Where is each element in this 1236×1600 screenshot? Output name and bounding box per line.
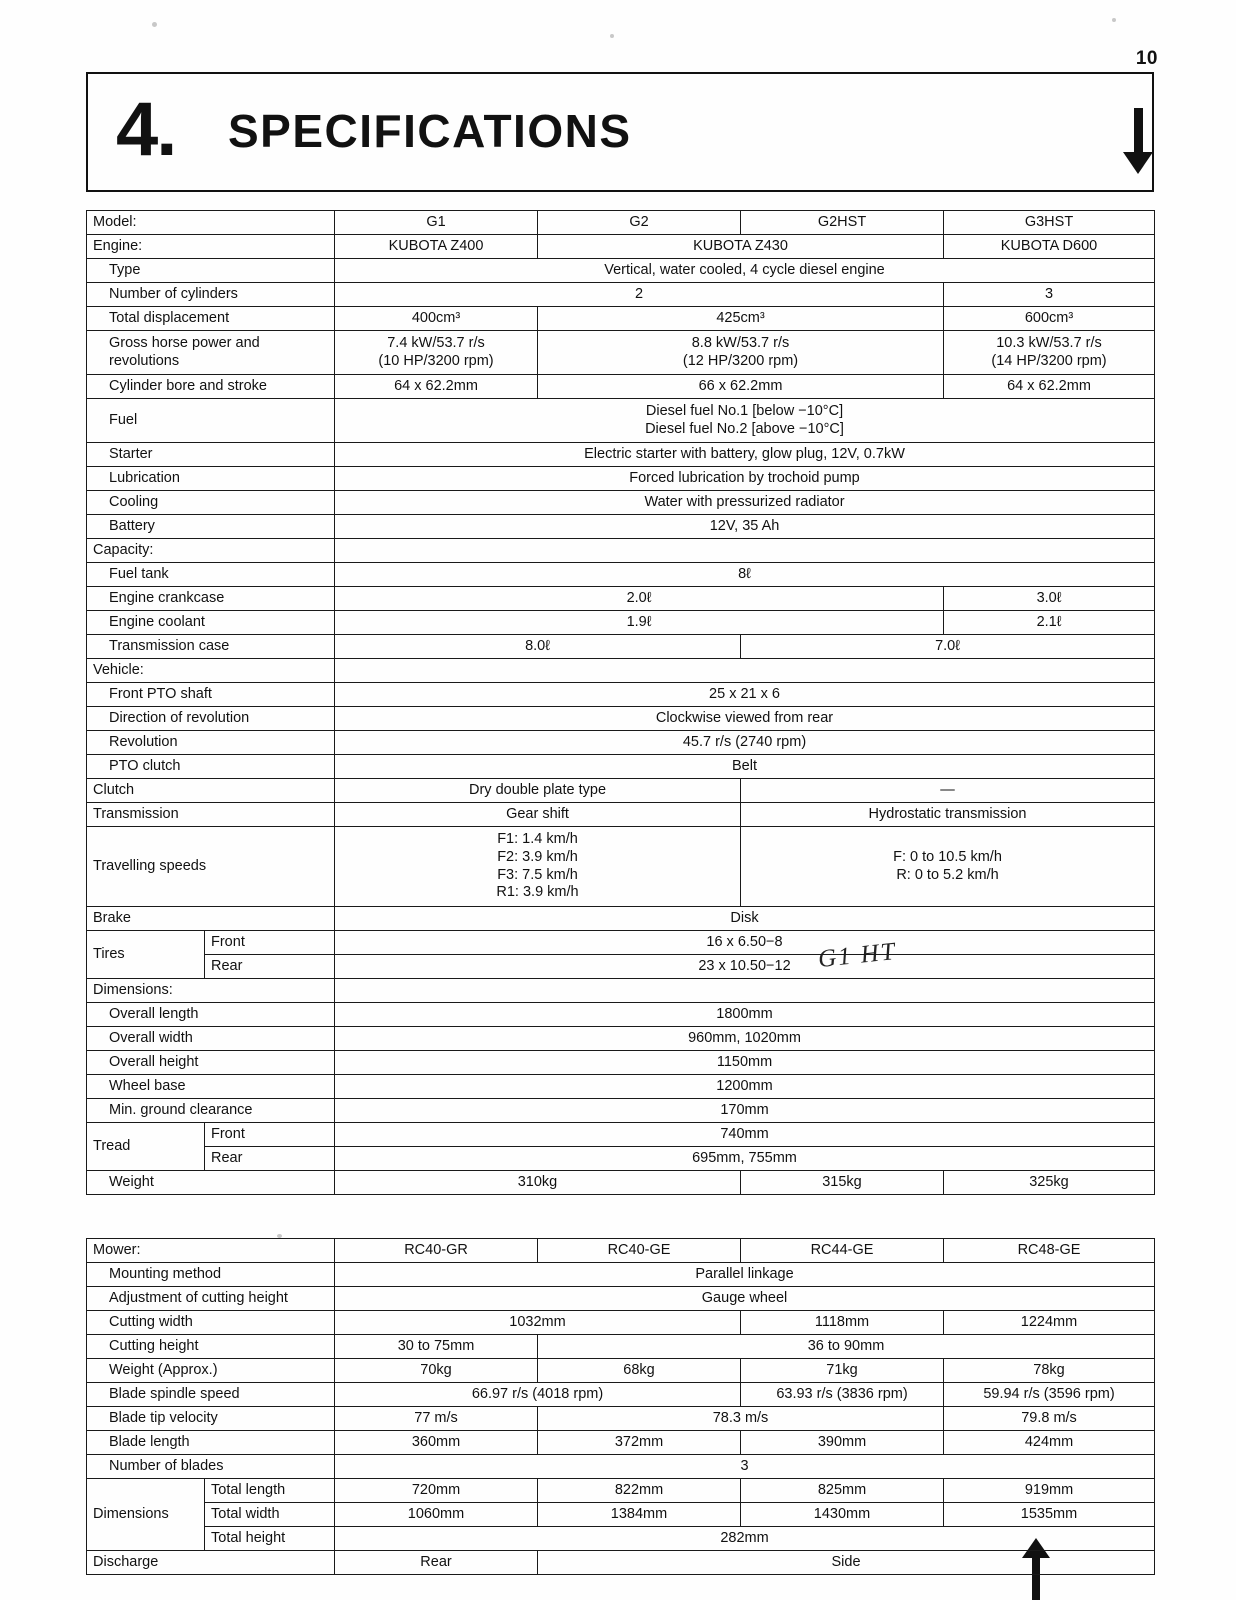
row-label: Battery — [87, 515, 335, 539]
table-cell: 2.1ℓ — [944, 611, 1155, 635]
table-cell: 424mm — [944, 1431, 1155, 1455]
table-row — [87, 1455, 1155, 1479]
table-row — [87, 707, 1155, 731]
table-row — [87, 515, 1155, 539]
row-label: Wheel base — [87, 1075, 335, 1099]
row-label: Tires — [87, 931, 205, 979]
table-cell: 8.0ℓ — [335, 635, 741, 659]
table-row — [87, 955, 1155, 979]
table-cell: 66.97 r/s (4018 rpm) — [335, 1383, 741, 1407]
table-cell: 400cm³ — [335, 307, 538, 331]
table-cell: 66 x 62.2mm — [538, 375, 944, 399]
table-cell: 390mm — [741, 1431, 944, 1455]
table-cell: 36 to 90mm — [538, 1335, 1155, 1359]
row-label: Total displacement — [87, 307, 335, 331]
row-label: Tread — [87, 1123, 205, 1171]
page-number: 10 — [1135, 48, 1158, 69]
table-row — [87, 235, 1155, 259]
row-label: Engine: — [87, 235, 335, 259]
row-label: Fuel tank — [87, 563, 335, 587]
row-label: Cylinder bore and stroke — [87, 375, 335, 399]
table-cell: — — [741, 779, 1155, 803]
table-cell: 16 x 6.50−8 — [335, 931, 1155, 955]
table-cell: Diesel fuel No.1 [below −10°C] Diesel fuel No.2 [above −10°C] — [335, 399, 1155, 443]
table-row — [87, 827, 1155, 907]
column-header: RC48-GE — [944, 1239, 1155, 1263]
table-cell: 170mm — [335, 1099, 1155, 1123]
table-cell: 1384mm — [538, 1503, 741, 1527]
scan-speck — [1112, 18, 1116, 22]
table-cell: 1535mm — [944, 1503, 1155, 1527]
table-row — [87, 755, 1155, 779]
row-label: Engine coolant — [87, 611, 335, 635]
table-cell: 7.0ℓ — [741, 635, 1155, 659]
column-header: G3HST — [944, 211, 1155, 235]
table-row — [87, 563, 1155, 587]
machine-specifications-table — [86, 210, 1155, 1195]
table-row — [87, 1147, 1155, 1171]
row-label: Cutting height — [87, 1335, 335, 1359]
row-label: Vehicle: — [87, 659, 335, 683]
table-cell: 12V, 35 Ah — [335, 515, 1155, 539]
row-label: Revolution — [87, 731, 335, 755]
table-cell — [335, 659, 1155, 683]
table-cell: F: 0 to 10.5 km/h R: 0 to 5.2 km/h — [741, 827, 1155, 907]
row-label: Number of blades — [87, 1455, 335, 1479]
row-label: Clutch — [87, 779, 335, 803]
row-label: Min. ground clearance — [87, 1099, 335, 1123]
scan-speck — [610, 34, 614, 38]
table-cell: 310kg — [335, 1171, 741, 1195]
table-row — [87, 307, 1155, 331]
table-cell: Rear — [335, 1551, 538, 1575]
row-label: Transmission case — [87, 635, 335, 659]
page-title: SPECIFICATIONS — [228, 105, 632, 157]
row-label: Mower: — [87, 1239, 335, 1263]
table-cell: Water with pressurized radiator — [335, 491, 1155, 515]
table-row — [87, 1171, 1155, 1195]
table-row — [87, 1479, 1155, 1503]
table-cell: Hydrostatic transmission — [741, 803, 1155, 827]
table-cell: 1800mm — [335, 1003, 1155, 1027]
row-label: Capacity: — [87, 539, 335, 563]
table-row — [87, 1503, 1155, 1527]
table-cell: 3 — [335, 1455, 1155, 1479]
table-cell: 78kg — [944, 1359, 1155, 1383]
table-row — [87, 1003, 1155, 1027]
table-cell: Gear shift — [335, 803, 741, 827]
handwritten-annotation: G1 HT — [816, 937, 898, 974]
table-row — [87, 659, 1155, 683]
table-row — [87, 979, 1155, 1003]
table-cell: 3 — [944, 283, 1155, 307]
table-cell: 8ℓ — [335, 563, 1155, 587]
row-label: Lubrication — [87, 467, 335, 491]
row-label: Starter — [87, 443, 335, 467]
row-label: Blade length — [87, 1431, 335, 1455]
table-row — [87, 1099, 1155, 1123]
table-cell: Belt — [335, 755, 1155, 779]
table-cell: 2 — [335, 283, 944, 307]
table-cell: 77 m/s — [335, 1407, 538, 1431]
row-label: Mounting method — [87, 1263, 335, 1287]
table-cell: 1032mm — [335, 1311, 741, 1335]
table-row — [87, 587, 1155, 611]
column-header: G2HST — [741, 211, 944, 235]
row-sublabel: Total height — [205, 1527, 335, 1551]
table-row — [87, 803, 1155, 827]
table-row — [87, 1311, 1155, 1335]
table-row — [87, 375, 1155, 399]
row-sublabel: Total length — [205, 1479, 335, 1503]
row-label: Dimensions: — [87, 979, 335, 1003]
table-cell: 71kg — [741, 1359, 944, 1383]
table-cell: 10.3 kW/53.7 r/s (14 HP/3200 rpm) — [944, 331, 1155, 375]
table-cell: 70kg — [335, 1359, 538, 1383]
table-row — [87, 1359, 1155, 1383]
table-cell: 919mm — [944, 1479, 1155, 1503]
scan-speck — [152, 22, 157, 27]
table-cell: 315kg — [741, 1171, 944, 1195]
table-cell: 960mm, 1020mm — [335, 1027, 1155, 1051]
table-row — [87, 1431, 1155, 1455]
row-label: Transmission — [87, 803, 335, 827]
table-cell: 720mm — [335, 1479, 538, 1503]
table-row — [87, 331, 1155, 375]
table-cell: Gauge wheel — [335, 1287, 1155, 1311]
row-label: Fuel — [87, 399, 335, 443]
table-cell: 1430mm — [741, 1503, 944, 1527]
table-cell: 600cm³ — [944, 307, 1155, 331]
table-cell: 1224mm — [944, 1311, 1155, 1335]
column-header: G2 — [538, 211, 741, 235]
row-label: Discharge — [87, 1551, 335, 1575]
row-sublabel: Rear — [205, 955, 335, 979]
row-label: Blade spindle speed — [87, 1383, 335, 1407]
row-label: Gross horse power and revolutions — [87, 331, 335, 375]
table-row — [87, 1051, 1155, 1075]
row-label: Overall height — [87, 1051, 335, 1075]
column-header: RC40-GE — [538, 1239, 741, 1263]
table-cell: Forced lubrication by trochoid pump — [335, 467, 1155, 491]
table-cell: Vertical, water cooled, 4 cycle diesel engine — [335, 259, 1155, 283]
row-label: Number of cylinders — [87, 283, 335, 307]
row-label: Blade tip velocity — [87, 1407, 335, 1431]
table-cell: 30 to 75mm — [335, 1335, 538, 1359]
table-row — [87, 907, 1155, 931]
table-cell: 360mm — [335, 1431, 538, 1455]
table-cell: Side — [538, 1551, 1155, 1575]
column-header: RC44-GE — [741, 1239, 944, 1263]
table-row — [87, 1287, 1155, 1311]
table-cell: KUBOTA Z400 — [335, 235, 538, 259]
table-row — [87, 1263, 1155, 1287]
table-cell: 822mm — [538, 1479, 741, 1503]
table-cell: 3.0ℓ — [944, 587, 1155, 611]
table-row — [87, 1383, 1155, 1407]
table-row — [87, 683, 1155, 707]
table-cell: 79.8 m/s — [944, 1407, 1155, 1431]
row-label: Dimensions — [87, 1479, 205, 1551]
table-cell: Electric starter with battery, glow plug, 12V, 0.7kW — [335, 443, 1155, 467]
mower-specifications-table — [86, 1238, 1155, 1575]
row-label: Cooling — [87, 491, 335, 515]
table-cell: F1: 1.4 km/h F2: 3.9 km/h F3: 7.5 km/h R1: 3.9 km/h — [335, 827, 741, 907]
table-row — [87, 539, 1155, 563]
table-cell: 64 x 62.2mm — [944, 375, 1155, 399]
section-title-box — [86, 72, 1154, 192]
row-label: Direction of revolution — [87, 707, 335, 731]
table-cell: 325kg — [944, 1171, 1155, 1195]
table-cell: 7.4 kW/53.7 r/s (10 HP/3200 rpm) — [335, 331, 538, 375]
table-cell: KUBOTA D600 — [944, 235, 1155, 259]
table-cell: 825mm — [741, 1479, 944, 1503]
row-label: Cutting width — [87, 1311, 335, 1335]
row-label: Model: — [87, 211, 335, 235]
table-cell: 45.7 r/s (2740 rpm) — [335, 731, 1155, 755]
table-cell: 68kg — [538, 1359, 741, 1383]
table-cell: 425cm³ — [538, 307, 944, 331]
table-row — [87, 399, 1155, 443]
table-row — [87, 1407, 1155, 1431]
table-row — [87, 1123, 1155, 1147]
table-cell: Clockwise viewed from rear — [335, 707, 1155, 731]
table-cell: 59.94 r/s (3596 rpm) — [944, 1383, 1155, 1407]
table-row — [87, 1335, 1155, 1359]
table-cell: 1.9ℓ — [335, 611, 944, 635]
table-cell: 64 x 62.2mm — [335, 375, 538, 399]
table-cell: Parallel linkage — [335, 1263, 1155, 1287]
column-header: RC40-GR — [335, 1239, 538, 1263]
table-cell: 8.8 kW/53.7 r/s (12 HP/3200 rpm) — [538, 331, 944, 375]
row-label: Adjustment of cutting height — [87, 1287, 335, 1311]
row-label: PTO clutch — [87, 755, 335, 779]
table-row — [87, 1027, 1155, 1051]
row-sublabel: Front — [205, 1123, 335, 1147]
row-label: Type — [87, 259, 335, 283]
table-cell: 2.0ℓ — [335, 587, 944, 611]
table-cell: 372mm — [538, 1431, 741, 1455]
row-label: Weight (Approx.) — [87, 1359, 335, 1383]
table-cell: 282mm — [335, 1527, 1155, 1551]
table-row — [87, 1527, 1155, 1551]
table-row — [87, 611, 1155, 635]
table-cell: 23 x 10.50−12 — [335, 955, 1155, 979]
row-label: Brake — [87, 907, 335, 931]
table-row — [87, 259, 1155, 283]
column-header: G1 — [335, 211, 538, 235]
table-cell: Dry double plate type — [335, 779, 741, 803]
table-row — [87, 211, 1155, 235]
table-row — [87, 1551, 1155, 1575]
table-row — [87, 467, 1155, 491]
table-row — [87, 1075, 1155, 1099]
table-cell: 1150mm — [335, 1051, 1155, 1075]
row-label: Weight — [87, 1171, 335, 1195]
table-row — [87, 443, 1155, 467]
table-cell: 63.93 r/s (3836 rpm) — [741, 1383, 944, 1407]
table-row — [87, 635, 1155, 659]
row-sublabel: Total width — [205, 1503, 335, 1527]
row-sublabel: Rear — [205, 1147, 335, 1171]
table-row — [87, 731, 1155, 755]
table-cell: 740mm — [335, 1123, 1155, 1147]
table-row — [87, 931, 1155, 955]
table-cell: 695mm, 755mm — [335, 1147, 1155, 1171]
section-number: 4. — [116, 87, 176, 172]
table-cell — [335, 539, 1155, 563]
row-label: Travelling speeds — [87, 827, 335, 907]
row-sublabel: Front — [205, 931, 335, 955]
table-cell: Disk — [335, 907, 1155, 931]
table-cell: 1200mm — [335, 1075, 1155, 1099]
row-label: Engine crankcase — [87, 587, 335, 611]
table-cell: 78.3 m/s — [538, 1407, 944, 1431]
row-label: Front PTO shaft — [87, 683, 335, 707]
table-row — [87, 491, 1155, 515]
table-cell: 25 x 21 x 6 — [335, 683, 1155, 707]
table-cell: 1060mm — [335, 1503, 538, 1527]
table-row — [87, 283, 1155, 307]
table-cell: KUBOTA Z430 — [538, 235, 944, 259]
table-cell: 1118mm — [741, 1311, 944, 1335]
table-cell — [335, 979, 1155, 1003]
row-label: Overall length — [87, 1003, 335, 1027]
table-row — [87, 1239, 1155, 1263]
row-label: Overall width — [87, 1027, 335, 1051]
table-row — [87, 779, 1155, 803]
